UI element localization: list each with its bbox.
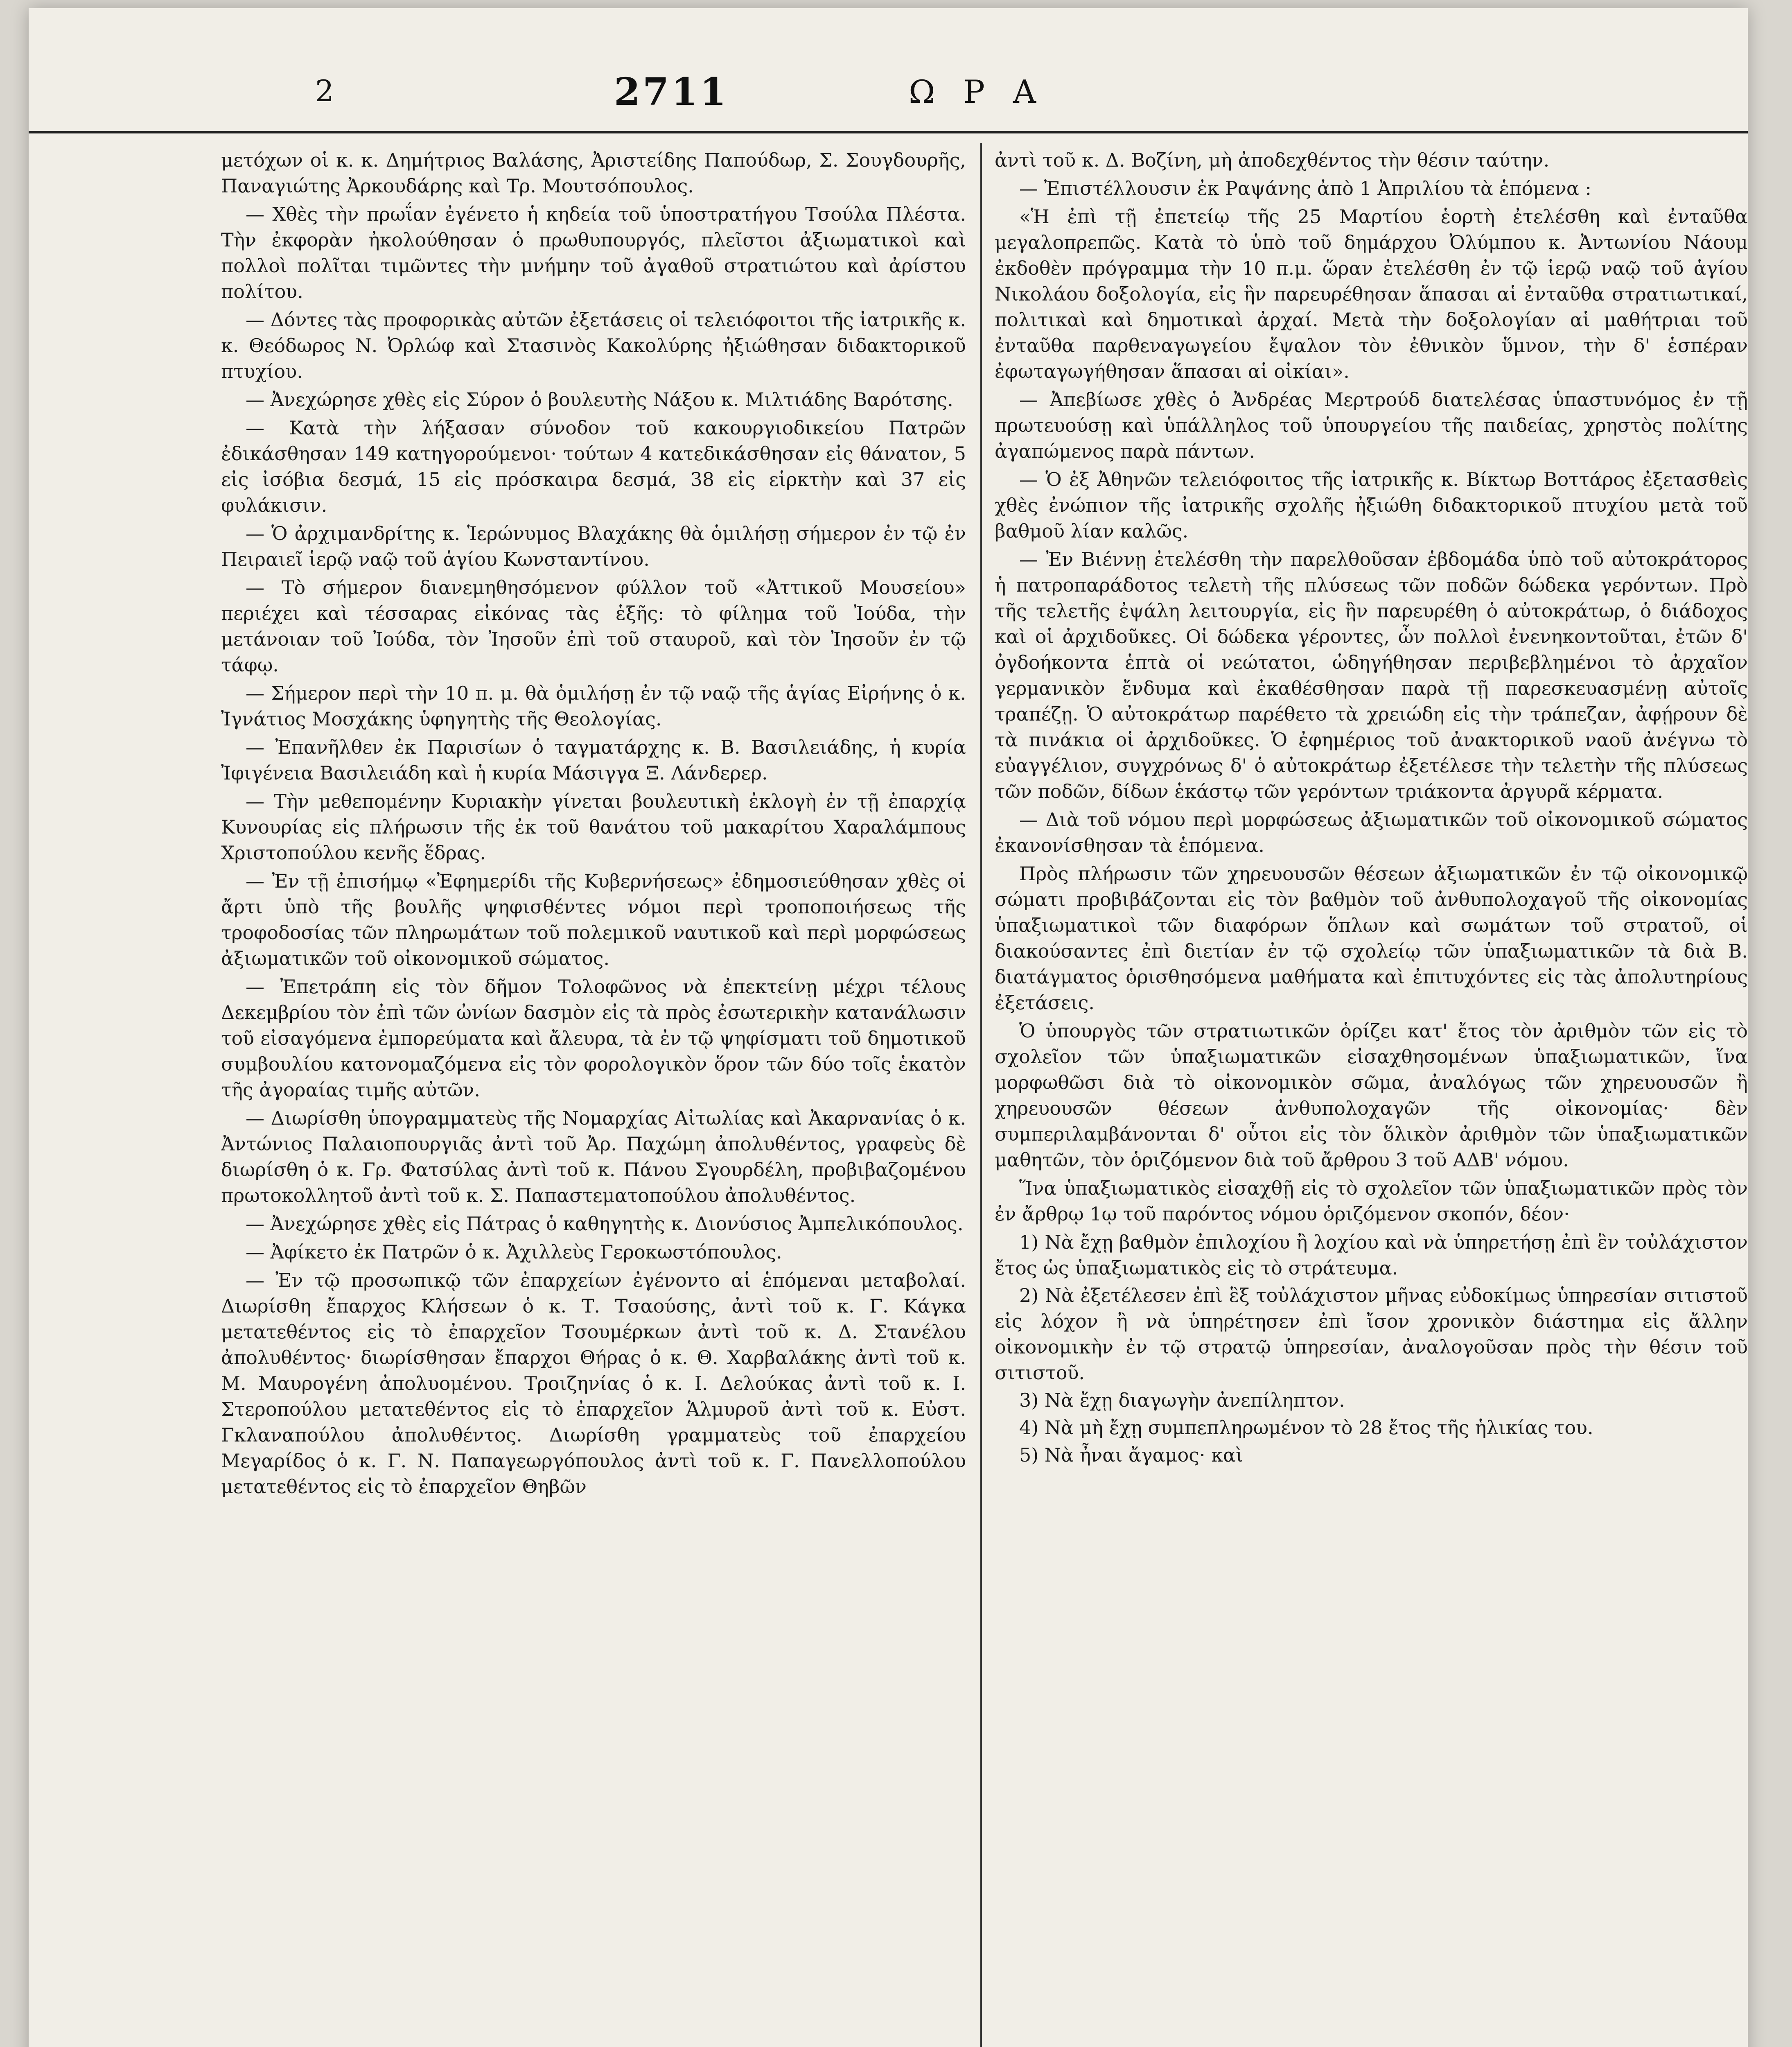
issue-number: 2711 <box>614 70 729 114</box>
news-item: — Ἀνεχώρησε χθὲς εἰς Σύρον ὁ βουλευτὴς Νάξου κ. Μιλτιάδης Βαρότσης. <box>221 387 966 413</box>
news-item: — Κατὰ τὴν λήξασαν σύνοδον τοῦ κακουργιοδικείου Πατρῶν ἐδικάσθησαν 149 κατηγορούμενοι· τούτων 4 κατεδικάσθησαν εἰς θάνατον, 5 εἰς ἰσόβια δεσμά, 15 εἰς πρόσκαιρα δεσμά, 38 εἰς εἱρκτὴν καὶ 37 εἰς φυλάκισιν. <box>221 415 966 518</box>
news-item: — Ἀφίκετο ἐκ Πατρῶν ὁ κ. Ἀχιλλεὺς Γεροκωστόπουλος. <box>221 1239 966 1265</box>
news-item: — Ὁ ἐξ Ἀθηνῶν τελειόφοιτος τῆς ἰατρικῆς κ. Βίκτωρ Βοττάρος ἐξετασθεὶς χθὲς ἐνώπιον τῆς ἰατρικῆς σχολῆς ἠξιώθη διδακτορικοῦ πτυχίου μετὰ τοῦ βαθμοῦ λίαν καλῶς. <box>995 467 1748 544</box>
law-paragraph: Πρὸς πλήρωσιν τῶν χηρευουσῶν θέσεων ἀξιωματικῶν ἐν τῷ οἰκονομικῷ σώματι προβιβάζονται εἰς τὸν βαθμὸν τοῦ ἀνθυπολοχαγοῦ τῆς οἰκονομίας ὑπαξιωματικοὶ τῶν διαφόρων ὅπλων καὶ σωμάτων τοῦ στρατοῦ, οἱ διακούσαντες ἐπὶ διετίαν ἐν τῷ σχολείῳ τῶν ὑπαξιωματικῶν τὰ διὰ Β. διατάγματος ὁρισθησόμενα μαθήματα καὶ ἐπιτυχόντες εἰς τὰς ἀπολυτηρίους ἐξετάσεις. <box>995 863 1748 1014</box>
news-item: — Ἀνεχώρησε χθὲς εἰς Πάτρας ὁ καθηγητὴς κ. Διονύσιος Ἀμπελικόπουλος. <box>221 1211 966 1237</box>
page-header <box>29 66 1748 133</box>
news-item: — Ἀπεβίωσε χθὲς ὁ Ἀνδρέας Μερτρούδ διατελέσας ὑπαστυνόμος ἐν τῇ πρωτευούσῃ καὶ ὑπάλληλος τοῦ ὑπουργείου τῆς παιδείας, χρηστὸς πολίτης ἀγαπώμενος παρὰ πάντων. <box>995 387 1748 464</box>
masthead-title: Ω Ρ Α <box>909 74 1045 111</box>
condition-item: 3) Νὰ ἔχῃ διαγωγὴν ἀνεπίληπτον. <box>1019 1389 1345 1411</box>
left-column <box>221 147 966 2047</box>
page-number: 2 <box>315 74 334 108</box>
right-column <box>995 147 1748 2047</box>
news-item: — Τὸ σήμερον διανεμηθησόμενον φύλλον τοῦ «Ἀττικοῦ Μουσείου» περιέχει καὶ τέσσαρας εἰκόνας τὰς ἑξῆς: τὸ φίλημα τοῦ Ἰούδα, τὴν μετάνοιαν τοῦ Ἰούδα, τὸν Ἰησοῦν ἐπὶ τοῦ σταυροῦ, καὶ τὸν Ἰησοῦν ἐν τῷ τάφῳ. <box>221 575 966 678</box>
law-paragraph: Ὁ ὑπουργὸς τῶν στρατιωτικῶν ὁρίζει κατ' ἔτος τὸν ἀριθμὸν τῶν εἰς τὸ σχολεῖον τῶν ὑπαξιωματικῶν εἰσαχθησομένων ὑπαξιωματικῶν, ἵνα μορφωθῶσι διὰ τὸ οἰκονομικὸν σῶμα, ἀναλόγως τῶν χηρευουσῶν ἢ χηρευουσῶν θέσεων ἀνθυπολοχαγῶν τῆς οἰκονομίας· δὲν συμπεριλαμβάνονται δ' οὗτοι εἰς τὸν ὅλικὸν ἀριθμὸν τῶν ὑπαξιωματικῶν μαθητῶν, τὸν ὁριζόμενον διὰ τοῦ ἄρθρου 3 τοῦ ΑΔΒ' νόμου. <box>995 1020 1748 1171</box>
news-item: — Ἐπετράπη εἰς τὸν δῆμον Τολοφῶνος νὰ ἐπεκτείνῃ μέχρι τέλους Δεκεμβρίου τὸν ἐπὶ τῶν ὠνίων δασμὸν εἰς τὰ πρὸς ἐσωτερικὴν κατανάλωσιν τοῦ εἰσαγόμενα ἐμπορεύματα καὶ ἄλευρα, τὰ ἐν τῷ ψηφίσματι τοῦ δημοτικοῦ συμβουλίου κατονομαζόμενα εἰς τὸν φορολογικὸν ὅρον τῶν δύο τοῖς ἑκατὸν τῆς ἀγοραίας τιμῆς αὐτῶν. <box>221 974 966 1103</box>
article-paragraph: μετόχων οἱ κ. κ. Δημήτριος Βαλάσης, Ἀριστείδης Παπούδωρ, Σ. Σουγδουρῆς, Παναγιώτης Ἀρκουδάρης καὶ Τρ. Μουτσόπουλος. <box>221 149 966 197</box>
news-item: — Δόντες τὰς προφορικὰς αὐτῶν ἐξετάσεις οἱ τελειόφοιτοι τῆς ἰατρικῆς κ. κ. Θεόδωρος Ν. Ὀρλώφ καὶ Στασινὸς Κακολύρης ἠξιώθησαν διδακτορικοῦ πτυχίου. <box>221 307 966 384</box>
news-item: — Χθὲς τὴν πρωΐαν ἐγένετο ἡ κηδεία τοῦ ὑποστρατήγου Τσούλα Πλέστα. Τὴν ἐκφορὰν ἠκολούθησαν ὁ πρωθυπουργός, πλεῖστοι ἀξιωματικοὶ καὶ πολλοὶ πολῖται τιμῶντες τὴν μνήμην τοῦ ἀγαθοῦ στρατιώτου καὶ ἀρίστου πολίτου. <box>221 201 966 305</box>
condition-item: 5) Νὰ ἦναι ἄγαμος· καὶ <box>1019 1444 1244 1466</box>
newspaper-page <box>29 8 1748 2047</box>
news-item: — Τὴν μεθεπομένην Κυριακὴν γίνεται βουλευτικὴ ἐκλογὴ ἐν τῇ ἐπαρχίᾳ Κυνουρίας εἰς πλήρωσιν τῆς ἐκ τοῦ θανάτου τοῦ μακαρίτου Χαραλάμπους Χριστοπούλου κενῆς ἕδρας. <box>221 789 966 866</box>
news-item: — Διωρίσθη ὑπογραμματεὺς τῆς Νομαρχίας Αἰτωλίας καὶ Ἀκαρνανίας ὁ κ. Ἀντώνιος Παλαιοπουργιᾶς ἀντὶ τοῦ Ἀρ. Παχώμη ἀπολυθέντος, γραφεὺς δὲ διωρίσθη ὁ κ. Γρ. Φατσύλας ἀντὶ τοῦ κ. Πάνου Σγουρδέλη, προβιβαζομένου πρωτοκολλητοῦ ἀντὶ τοῦ κ. Σ. Παπαστεματοπούλου ἀπολυθέντος. <box>221 1105 966 1209</box>
news-item: — Ἐπανῆλθεν ἐκ Παρισίων ὁ ταγματάρχης κ. Β. Βασιλειάδης, ἡ κυρία Ἰφιγένεια Βασιλειάδη καὶ ἡ κυρία Μάσιγγα Ξ. Λάνδερερ. <box>221 734 966 786</box>
condition-item: 4) Νὰ μὴ ἔχῃ συμπεπληρωμένον τὸ 28 ἔτος τῆς ἡλικίας του. <box>1019 1417 1593 1439</box>
news-item: — Σήμερον περὶ τὴν 10 π. μ. θὰ ὁμιλήσῃ ἐν τῷ ναῷ τῆς ἁγίας Εἰρήνης ὁ κ. Ἰγνάτιος Μοσχάκης ὑφηγητὴς τῆς Θεολογίας. <box>221 680 966 732</box>
news-item: — Ἐπιστέλλουσιν ἐκ Ραψάνης ἀπὸ 1 Ἀπριλίου τὰ ἑπόμενα : <box>995 176 1748 201</box>
column-divider <box>980 143 982 2047</box>
condition-item: 2) Νὰ ἐξετέλεσεν ἐπὶ ἓξ τοὐλάχιστον μῆνας εὐδοκίμως ὑπηρεσίαν σιτιστοῦ εἰς λόχον ἢ νὰ ὑπηρέτησεν ἐπὶ ἴσον χρονικὸν διάστημα εἰς ἄλλην οἰκονομικὴν ἐν τῷ στρατῷ ὑπηρεσίαν, ἀναλογοῦσαν πρὸς τὴν θέσιν τοῦ σιτιστοῦ. <box>995 1284 1748 1384</box>
news-item: — Διὰ τοῦ νόμου περὶ μορφώσεως ἀξιωματικῶν τοῦ οἰκονομικοῦ σώματος ἐκανονίσθησαν τὰ ἑπόμενα. <box>995 807 1748 859</box>
news-item: — Ἐν τῇ ἐπισήμῳ «Ἐφημερίδι τῆς Κυβερνήσεως» ἐδημοσιεύθησαν χθὲς οἱ ἄρτι ὑπὸ τῆς βουλῆς ψηφισθέντες νόμοι περὶ τροποποιήσεως τῆς τροφοδοσίας τῶν πληρωμάτων τοῦ πολεμικοῦ ναυτικοῦ καὶ περὶ μορφώσεως ἀξιωματικῶν τοῦ οἰκονομικοῦ σώματος. <box>221 868 966 972</box>
news-item: — Ἐν Βιέννῃ ἐτελέσθη τὴν παρελθοῦσαν ἑβδομάδα ὑπὸ τοῦ αὐτοκράτορος ἡ πατροπαράδοτος τελετὴ τῆς πλύσεως τῶν ποδῶν δώδεκα γερόντων. Πρὸ τῆς τελετῆς ἐψάλη λειτουργία, εἰς ἣν παρευρέθη ὁ αὐτοκράτωρ, ὁ διάδοχος καὶ οἱ ἀρχιδοῦκες. Οἱ δώδεκα γέροντες, ὧν πολλοὶ ἐνενηκοντοῦται, ἐτῶν δ' ὀγδοήκοντα ἑπτὰ οἱ νεώτατοι, ὡδηγήθησαν περιβεβλημένοι τὸ ἀρχαῖον γερμανικὸν ἔνδυμα καὶ ἐκαθέσθησαν παρὰ τῇ παρεσκευασμένῃ αὐτοῖς τραπέζῃ. Ὁ αὐτοκράτωρ παρέθετο τὰ χρειώδη εἰς τὴν τράπεζαν, ἀφῄρουν δὲ τὰ πινάκια οἱ ἀρχιδοῦκες. Ὁ ἐφημέριος τοῦ ἀνακτορικοῦ ναοῦ ἀνέγνω τὸ εὐαγγέλιον, συγχρόνως δ' ὁ αὐτοκράτωρ ἐξετέλεσε τὴν τελετὴν τῆς πλύσεως τῶν ποδῶν, δίδων ἑκάστῳ τῶν γερόντων τριάκοντα ἀργυρᾶ κέρματα. <box>995 547 1748 804</box>
law-paragraph: Ἵνα ὑπαξιωματικὸς εἰσαχθῇ εἰς τὸ σχολεῖον τῶν ὑπαξιωματικῶν πρὸς τὸν ἐν ἄρθρῳ 1ῳ τοῦ παρόντος νόμου ὁριζόμενον σκοπόν, δέον· <box>995 1177 1748 1225</box>
condition-item: 1) Νὰ ἔχῃ βαθμὸν ἐπιλοχίου ἢ λοχίου καὶ νὰ ὑπηρετήσῃ ἐπὶ ἓν τοὐλάχιστον ἔτος ὡς ὑπαξιωματικὸς εἰς τὸ στράτευμα. <box>995 1231 1748 1279</box>
news-item: — Ὁ ἀρχιμανδρίτης κ. Ἱερώνυμος Βλαχάκης θὰ ὁμιλήσῃ σήμερον ἐν τῷ ἐν Πειραιεῖ ἱερῷ ναῷ τοῦ ἁγίου Κωνσταντίνου. <box>221 521 966 572</box>
article-paragraph: ἀντὶ τοῦ κ. Δ. Βοζίνη, μὴ ἀποδεχθέντος τὴν θέσιν ταύτην. <box>995 149 1550 171</box>
quoted-letter: «Ἡ ἐπὶ τῇ ἐπετείῳ τῆς 25 Μαρτίου ἑορτὴ ἐτελέσθη καὶ ἐνταῦθα μεγαλοπρεπῶς. Κατὰ τὸ ὑπὸ τοῦ δημάρχου Ὀλύμπου κ. Ἀντωνίου Νάουμ ἐκδοθὲν πρόγραμμα τὴν 10 π.μ. ὥραν ἐτελέσθη ἐν τῷ ἱερῷ ναῷ τοῦ ἁγίου Νικολάου δοξολογία, εἰς ἣν παρευρέθησαν ἅπασαι αἱ ἐνταῦθα στρατιωτικαί, πολιτικαὶ καὶ δημοτικαὶ ἀρχαί. Μετὰ τὴν δοξολογίαν αἱ μαθήτριαι τοῦ ἐνταῦθα παρθεναγωγείου ἔψαλον τὸν ἐθνικὸν ὕμνον, τὴν δ' ἑσπέραν ἐφωταγωγήθησαν ἅπασαι αἱ οἰκίαι». <box>995 206 1748 382</box>
news-item: — Ἐν τῷ προσωπικῷ τῶν ἐπαρχείων ἐγένοντο αἱ ἑπόμεναι μεταβολαί. Διωρίσθη ἔπαρχος Κλήσεων ὁ κ. Τ. Τσαούσης, ἀντὶ τοῦ κ. Γ. Κάγκα μετατεθέντος εἰς τὸ ἐπαρχεῖον Τσουμέρκων ἀντὶ τοῦ κ. Δ. Στανέλου ἀπολυθέντος· διωρίσθησαν ἔπαρχοι Θήρας ὁ κ. Θ. Χαρβαλάκης ἀντὶ τοῦ κ. Μ. Μαυρογένη ἀπολυομένου. Τροιζηνίας ὁ κ. Ι. Δελούκας ἀντὶ τοῦ κ. Ι. Στεροπούλου μετατεθέντος εἰς τὸ ἐπαρχεῖον Ἁλμυροῦ ἀντὶ τοῦ κ. Εὐστ. Γκλαναπούλου ἀπολυθέντος. Διωρίσθη γραμματεὺς τοῦ ἐπαρχείου Μεγαρίδος ὁ κ. Γ. Ν. Παπαγεωργόπουλος ἀντὶ τοῦ κ. Γ. Πανελλοπούλου μετατεθέντος εἰς τὸ ἐπαρχεῖον Θηβῶν <box>221 1268 966 1500</box>
